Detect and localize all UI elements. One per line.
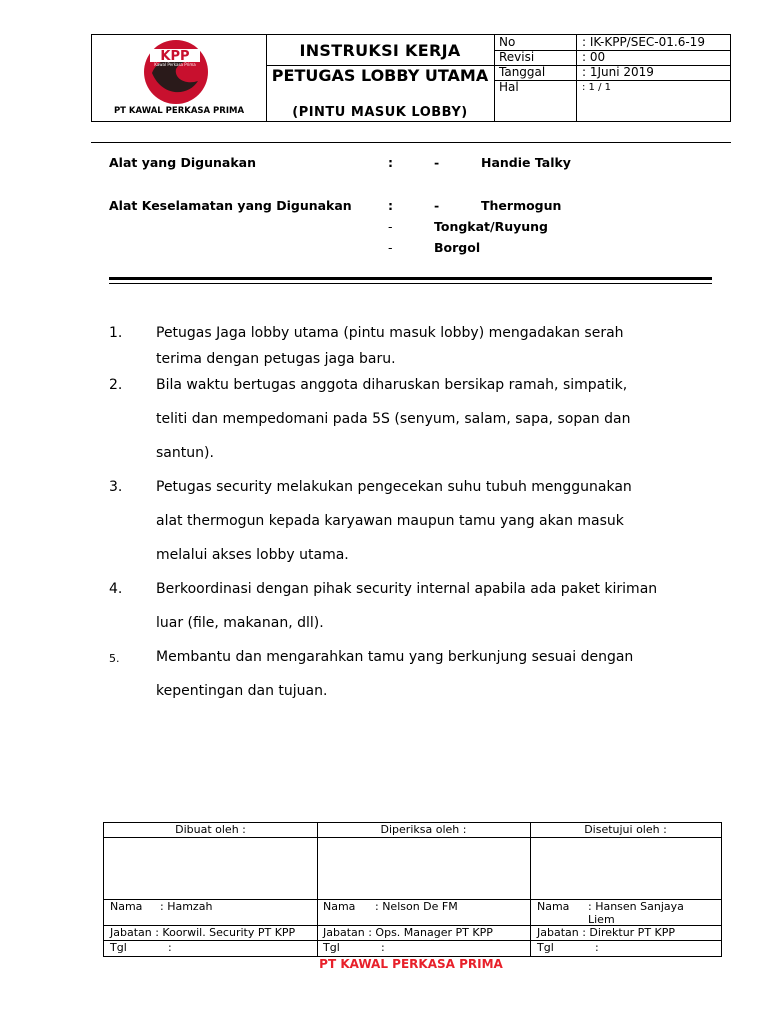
divider (91, 142, 731, 143)
tool-borgol: Borgol (434, 240, 481, 255)
doc-subtitle: PETUGAS LOBBY UTAMA (271, 66, 489, 85)
signature-date-label: Tgl (110, 941, 127, 954)
footer-company: PT KAWAL PERKASA PRIMA (319, 957, 503, 971)
doc-title: INSTRUKSI KERJA (299, 41, 461, 60)
signature-name-label: Nama (323, 900, 356, 913)
company-name-small: PT KAWAL PERKASA PRIMA (113, 106, 245, 116)
tool-thermogun: Thermogun (481, 198, 562, 213)
meta-cell (494, 35, 730, 121)
document-header (91, 34, 731, 122)
dash: - (434, 198, 440, 213)
logo-cell (92, 35, 267, 121)
label-alat: Alat yang Digunakan (109, 155, 256, 170)
meta-row-revisi: Revisi : 00 (494, 50, 730, 66)
signature-date-label: Tgl (323, 941, 340, 954)
colon: : (388, 198, 393, 213)
signature-name-label: Nama (110, 900, 143, 913)
tool-tongkat: Tongkat/Ruyung (434, 219, 549, 234)
signature-heading: Disetujui oleh : (584, 823, 667, 836)
dash: - (434, 155, 440, 170)
signature-date-label: Tgl (537, 941, 554, 954)
signature-heading: Diperiksa oleh : (380, 823, 467, 836)
signature-date: : (381, 941, 385, 954)
doc-subtitle-location: (PINTU MASUK LOBBY) (292, 105, 468, 120)
logo-text: KPP (160, 49, 190, 64)
signature-heading: Dibuat oleh : (175, 823, 246, 836)
signature-name: : Nelson De FM (375, 900, 458, 913)
meta-row-tanggal: Tanggal : 1Juni 2019 (494, 65, 730, 81)
signature-name: : Hamzah (160, 900, 213, 913)
kpp-logo (92, 35, 266, 107)
signature-jabatan: Jabatan : Koorwil. Security PT KPP (110, 926, 296, 939)
title-cell (266, 35, 495, 121)
tool-handie-talky: Handie Talky (481, 155, 571, 170)
dash: - (388, 240, 393, 255)
signature-date: : (595, 941, 599, 954)
signature-table (103, 822, 722, 957)
signature-date: : (168, 941, 172, 954)
colon: : (388, 155, 393, 170)
meta-row-hal: Hal : 1 / 1 (499, 80, 611, 94)
label-keselamatan: Alat Keselamatan yang Digunakan (109, 198, 352, 213)
signature-name: : Hansen Sanjaya Liem (588, 900, 684, 926)
signature-jabatan: Jabatan : Direktur PT KPP (537, 926, 676, 939)
dash: - (388, 219, 393, 234)
meta-row-no: No : IK-KPP/SEC-01.6-19 (494, 35, 730, 51)
signature-jabatan: Jabatan : Ops. Manager PT KPP (323, 926, 493, 939)
section-divider (109, 277, 712, 280)
logo-tagline: Kawal Perkasa Prima (154, 62, 196, 67)
signature-name-label: Nama (537, 900, 570, 913)
